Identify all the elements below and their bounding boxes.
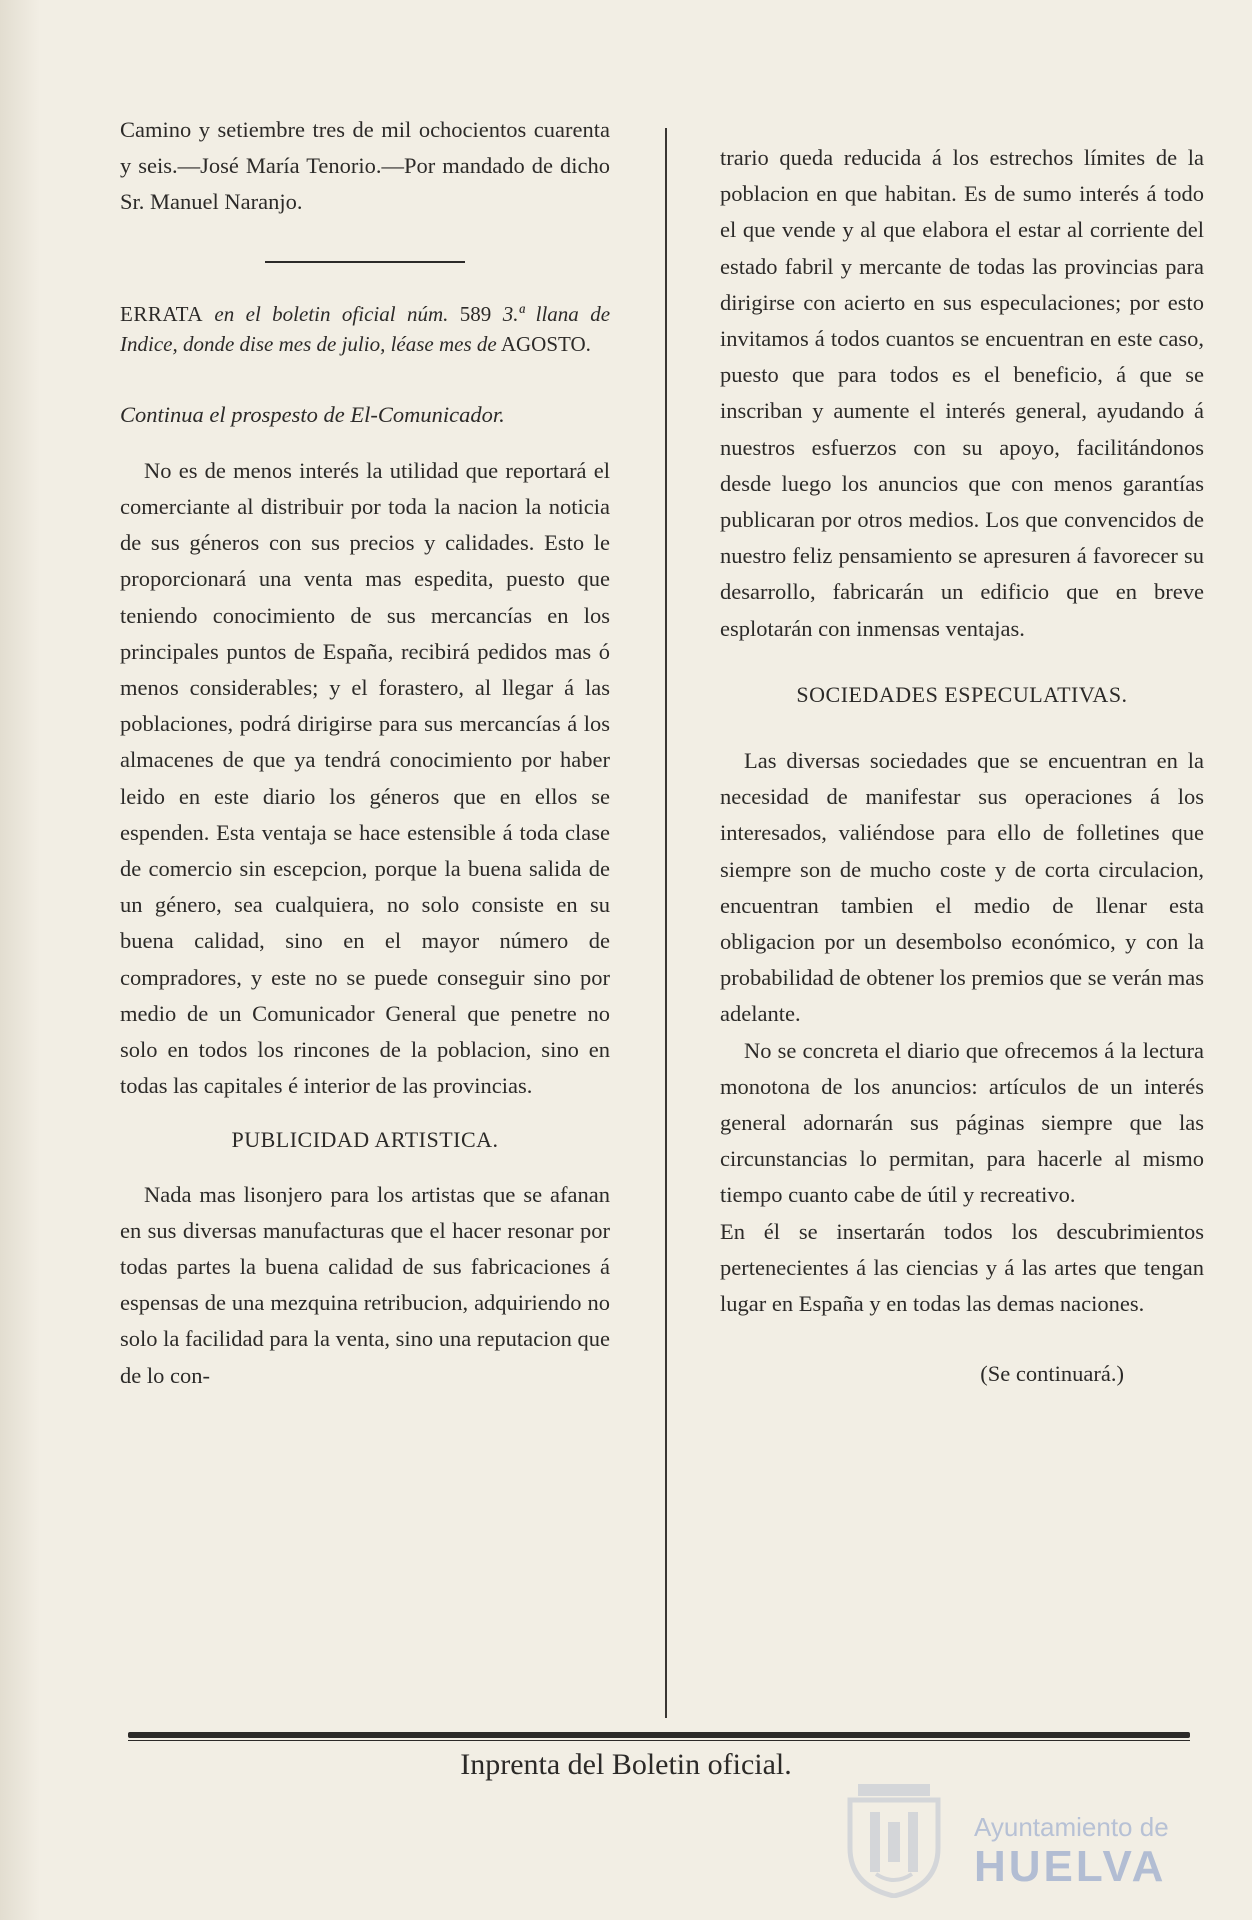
- continua-heading: Continua el prospesto de El-Comunicador.: [120, 401, 505, 427]
- errata-page: 3.ª: [502, 301, 525, 326]
- watermark-line-2: HUELVA: [974, 1842, 1167, 1891]
- paragraph-artistas: Nada mas lisonjero para los artistas que se afanan en sus diversas manufacturas que el hacer resonar por todas partes la buena calidad de sus fabricaciones á espensas de una mezquina retribucion, adquiriendo no solo la facilidad para la venta, sino una reputacion que de lo con-: [120, 1181, 610, 1388]
- paragraph-descubrimientos: En él se insertarán todos los descubrimientos pertenecientes á las ciencias y á las artes que tengan lugar en España y en todas las demas naciones.: [720, 1218, 1204, 1317]
- paragraph-diario: No se concreta el diario que ofrecemos á la lectura monotona de los anuncios: artículos de un interés general adornarán sus páginas siempre que las circunstancias lo permitan, para hacerle al mismo tiempo cuanto cabe de útil y recreativo.: [720, 1037, 1204, 1208]
- paragraph-continuacion: trario queda reducida á los estrechos límites de la poblacion en que habitan. Es de sumo interés á todo el que vende y al que elabora el estar al corriente del estado fabril y mercante de todas las provincias para dirigirse con acierto en sus especulaciones; por esto invitamos á todos cuantos se encuentran en este caso, puesto que para todos es el beneficio, á que se inscriban y aumente el interés general, ayudando á nuestros esfuerzos con su apoyo, facilitándonos desde luego los anuncios que con menos garantías publicaran por otros medios. Los que convencidos de nuestro feliz pensamiento se apresuren á favorecer su desarrollo, fabricarán un edificio que en breve esplotarán con inmensas ventajas.: [720, 145, 1204, 641]
- errata-text-1: en el boletin oficial núm.: [214, 301, 449, 326]
- errata-note: [120, 299, 610, 359]
- coat-of-arms-watermark-icon: [836, 1778, 952, 1898]
- footer-rule-thick: [128, 1732, 1190, 1738]
- imprint-line: Inprenta del Boletin oficial.: [460, 1748, 792, 1781]
- right-column: [720, 140, 1204, 1393]
- paragraph-sociedades: Las diversas sociedades que se encuentran en la necesidad de manifestar sus operaciones á los interesados, valiéndose para ello de folletines que siempre son de mucho coste y de corta circulacion, encuentran tambien el medio de llenar esta obligacion por un desembolso económico, y con la probabilidad de obtener los premios que se verán mas adelante.: [720, 748, 1204, 1027]
- heading-sociedades-especulativas: SOCIEDADES ESPECULATIVAS.: [796, 681, 1128, 707]
- paragraph-comercio: No es de menos interés la utilidad que reportará el comerciante al distribuir por toda la nacion la noticia de sus géneros con sus precios y calidades. Esto le proporcionará una venta mas espedita, puesto que teniendo conocimiento de sus mercancías en los principales puntos de España, recibirá pedidos mas ó menos considerables; y el forastero, al llegar á las poblaciones, podrá dirigirse para sus mercancías á los almacenes de que ya tendrá conocimiento por haber leido en este diario los géneros que en ellos se espenden. Esta ventaja se hace estensible á toda clase de comercio sin escepcion, porque la buena salida de un género, sea cualquiera, no solo consiste en su buena calidad, sino en el mayor número de compradores, y este no se puede conseguir sino por medio de un Comunicador General que penetre no solo en todos los rincones de la poblacion, sino en todas las capitales é interior de las provincias.: [120, 457, 610, 1099]
- errata-label: ERRATA: [120, 301, 203, 326]
- left-column: [120, 112, 610, 1394]
- opening-text: Camino y setiembre tres de mil ochocientos cuarenta y seis.—José María Tenorio.—Por mandado de dicho Sr. Manuel Naranjo.: [120, 117, 610, 215]
- section-divider: [265, 261, 465, 263]
- watermark-line-1: Ayuntamiento de: [974, 1812, 1169, 1842]
- continuara-note: (Se continuará.): [980, 1361, 1124, 1387]
- errata-month: AGOSTO.: [500, 331, 591, 356]
- footer-rule-thin: [128, 1740, 1190, 1741]
- errata-number: 589: [459, 301, 492, 326]
- errata-text-2: llana de Indice, donde dise mes de julio, léase mes de: [120, 301, 611, 356]
- page-fold-shadow: [0, 0, 40, 1920]
- column-divider: [665, 128, 667, 1718]
- heading-publicidad-artistica: PUBLICIDAD ARTISTICA.: [231, 1127, 499, 1153]
